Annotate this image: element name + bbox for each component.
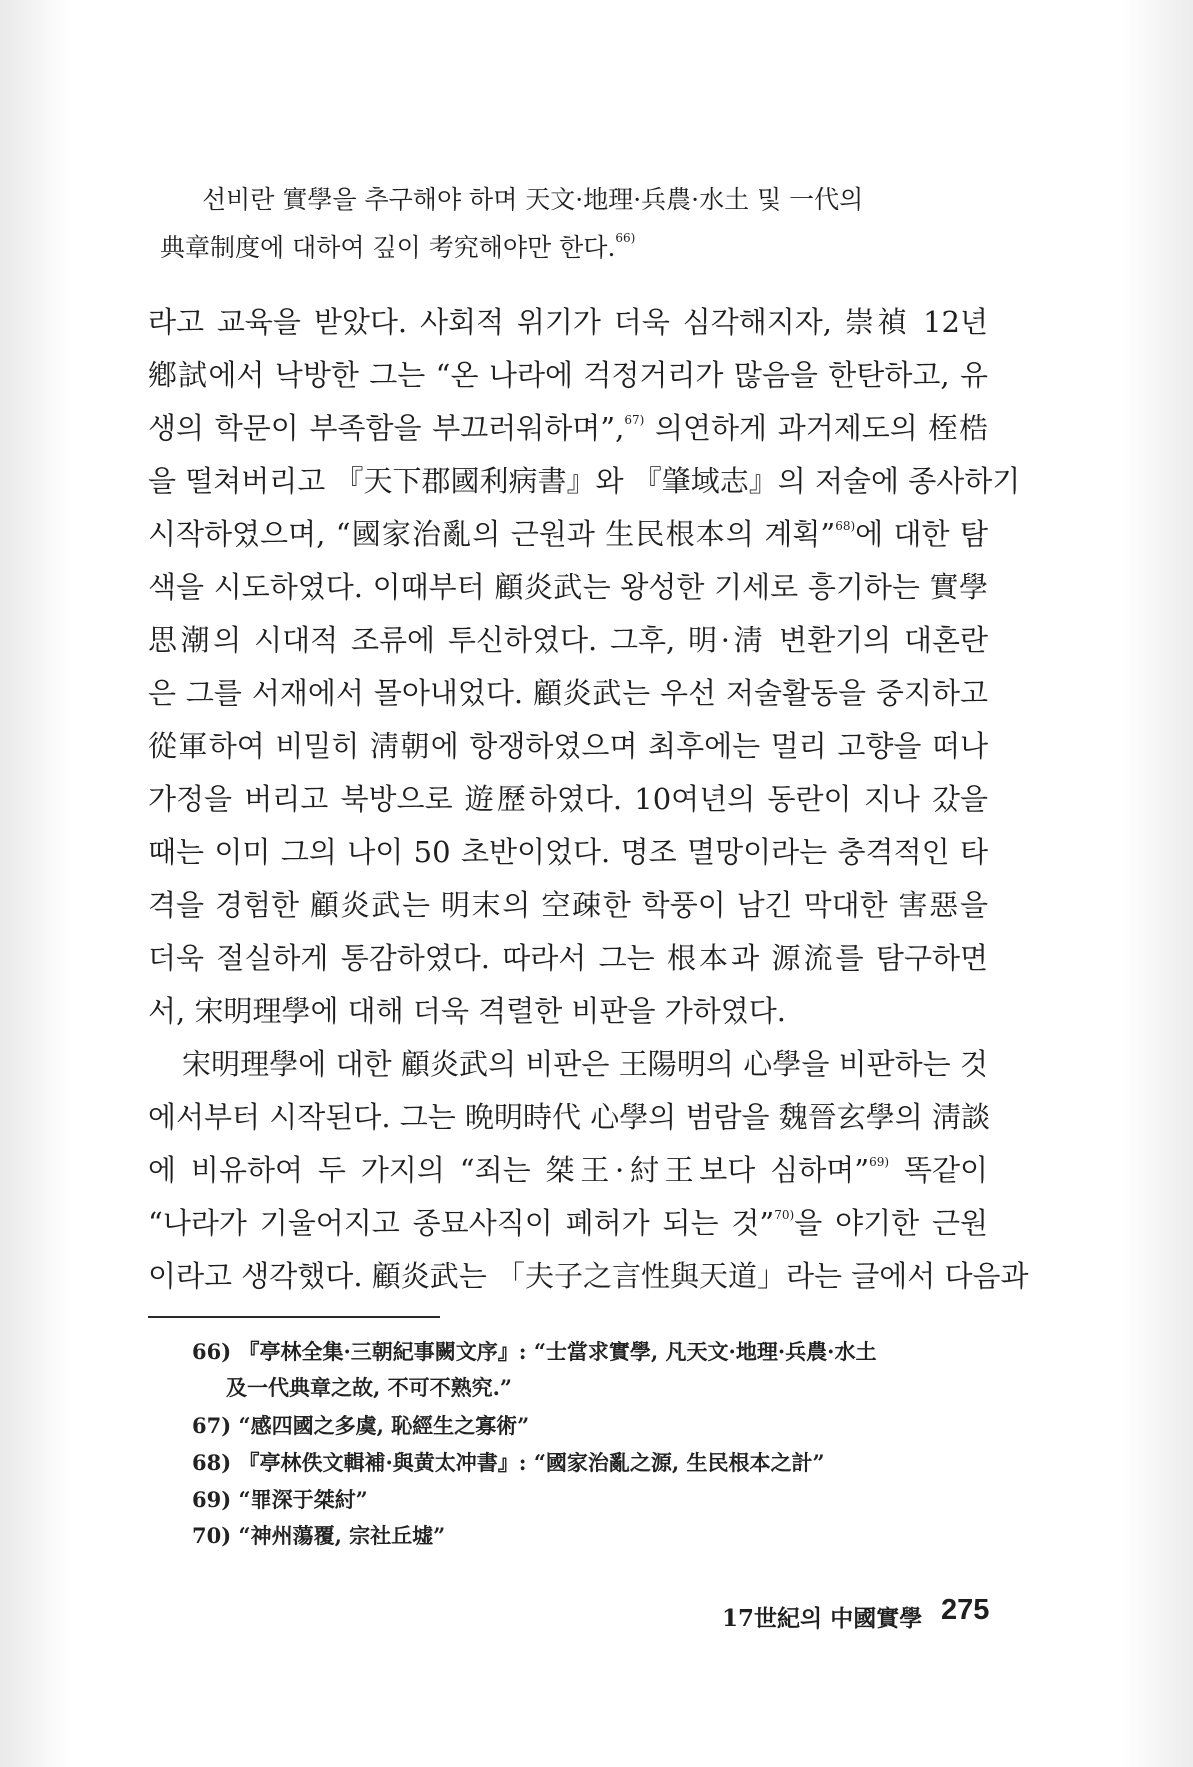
body-line: 더욱 절실하게 통감하였다. 따라서 그는 根本과 源流를 탐구하면 bbox=[148, 941, 988, 975]
body-text: 시작하였으며, “國家治亂의 근원과 生民根本의 계획” bbox=[148, 517, 836, 551]
body-text: 의연하게 과거제도의 桎梏 bbox=[655, 411, 988, 445]
body-line: 라고 교육을 받았다. 사회적 위기가 더욱 심각해지자, 崇禎 12년 bbox=[148, 305, 988, 339]
footnote-66 bbox=[192, 1336, 877, 1366]
body-text: 을 야기한 근원 bbox=[794, 1206, 988, 1240]
footnote-divider bbox=[148, 1316, 440, 1318]
page-number: 275 bbox=[941, 1594, 990, 1626]
footnote-text: “神州蕩覆, 宗社丘墟” bbox=[238, 1523, 446, 1548]
body-line: 격을 경험한 顧炎武는 明末의 空疎한 학풍이 남긴 막대한 害惡을 bbox=[148, 888, 988, 922]
footnote-66-continued: 及一代典章之故, 不可不熟究.” bbox=[226, 1375, 513, 1400]
body-line: 鄕試에서 낙방한 그는 “온 나라에 걱정거리가 많음을 한탄하고, 유 bbox=[148, 358, 988, 392]
body-line: 가정을 버리고 북방으로 遊歷하였다. 10여년의 동란이 지나 갔을 bbox=[148, 782, 988, 816]
body-line bbox=[148, 1148, 988, 1189]
body-line: 에서부터 시작된다. 그는 晩明時代 心學의 범람을 魏晉玄學의 淸談 bbox=[148, 1100, 990, 1134]
body-text: 에 비유하여 두 가지의 “죄는 桀王·紂王보다 심하며” bbox=[148, 1153, 870, 1187]
footnote-text: 『亭林佚文輯補·與黄太冲書』: “國家治亂之源, 生民根本之計” bbox=[238, 1450, 825, 1475]
footnote-number: 68) bbox=[192, 1450, 232, 1475]
body-line: 宋明理學에 대한 顧炎武의 비판은 王陽明의 心學을 비판하는 것 bbox=[182, 1047, 988, 1081]
footnote-ref-68: 68) bbox=[835, 519, 856, 533]
footnote-number: 69) bbox=[192, 1487, 232, 1512]
body-text: 생의 학문이 부족함을 부끄러워하며”, bbox=[148, 411, 625, 445]
footnote-ref-67: 67) bbox=[624, 413, 645, 427]
footnote-69 bbox=[192, 1484, 368, 1514]
footnote-67 bbox=[192, 1410, 529, 1440]
footnote-number: 66) bbox=[192, 1339, 232, 1364]
body-line: 思潮의 시대적 조류에 투신하였다. 그후, 明·淸 변환기의 대혼란 bbox=[148, 623, 988, 657]
body-line bbox=[148, 512, 988, 553]
running-title: 17世紀의 中國實學 bbox=[722, 1605, 923, 1632]
quote-line-2-text: 典章制度에 대하여 깊이 考究해야만 한다. bbox=[160, 233, 616, 262]
footnote-number: 67) bbox=[192, 1413, 232, 1438]
body-line: 때는 이미 그의 나이 50 초반이었다. 명조 멸망이라는 충격적인 타 bbox=[148, 835, 988, 869]
body-line bbox=[148, 406, 988, 447]
scan-edge-right bbox=[1123, 0, 1193, 1767]
body-line bbox=[148, 1201, 988, 1242]
footnote-70 bbox=[192, 1520, 445, 1550]
footnote-ref-66: 66) bbox=[615, 231, 636, 245]
footnote-number: 70) bbox=[192, 1523, 232, 1548]
body-text: 에 대한 탐 bbox=[855, 517, 988, 551]
footnote-ref-69: 69) bbox=[869, 1155, 890, 1169]
body-line: 서, 宋明理學에 대해 더욱 격렬한 비판을 가하였다. bbox=[148, 994, 786, 1028]
body-text: 똑같이 bbox=[889, 1153, 989, 1187]
body-line: 은 그를 서재에서 몰아내었다. 顧炎武는 우선 저술활동을 중지하고 bbox=[148, 676, 988, 710]
body-line: 을 떨쳐버리고 『天下郡國利病書』와 『肇域志』의 저술에 종사하기 bbox=[148, 464, 1021, 498]
scan-edge-left bbox=[0, 0, 70, 1767]
body-line: 이라고 생각했다. 顧炎武는 「夫子之言性與天道」라는 글에서 다음과 bbox=[148, 1259, 1029, 1293]
footnote-text: “感四國之多虞, 恥經生之寡術” bbox=[238, 1413, 530, 1438]
body-line: 從軍하여 비밀히 淸朝에 항쟁하였으며 최후에는 멀리 고향을 떠나 bbox=[148, 729, 988, 763]
quote-line-1: 선비란 實學을 추구해야 하며 天文·地理·兵農·水土 및 一代의 bbox=[202, 185, 864, 214]
body-text: “나라가 기울어지고 종묘사직이 폐허가 되는 것” bbox=[148, 1206, 775, 1240]
footnote-text: 『亭林全集·三朝紀事闕文序』: “士當求實學, 凡天文·地理·兵農·水土 bbox=[238, 1339, 877, 1364]
footnote-ref-70: 70) bbox=[774, 1208, 795, 1222]
body-line: 색을 시도하였다. 이때부터 顧炎武는 왕성한 기세로 흥기하는 實學 bbox=[148, 570, 988, 604]
footnote-text: “罪深于桀紂” bbox=[238, 1487, 368, 1512]
quote-line-2 bbox=[160, 228, 980, 264]
footnote-68 bbox=[192, 1447, 825, 1477]
